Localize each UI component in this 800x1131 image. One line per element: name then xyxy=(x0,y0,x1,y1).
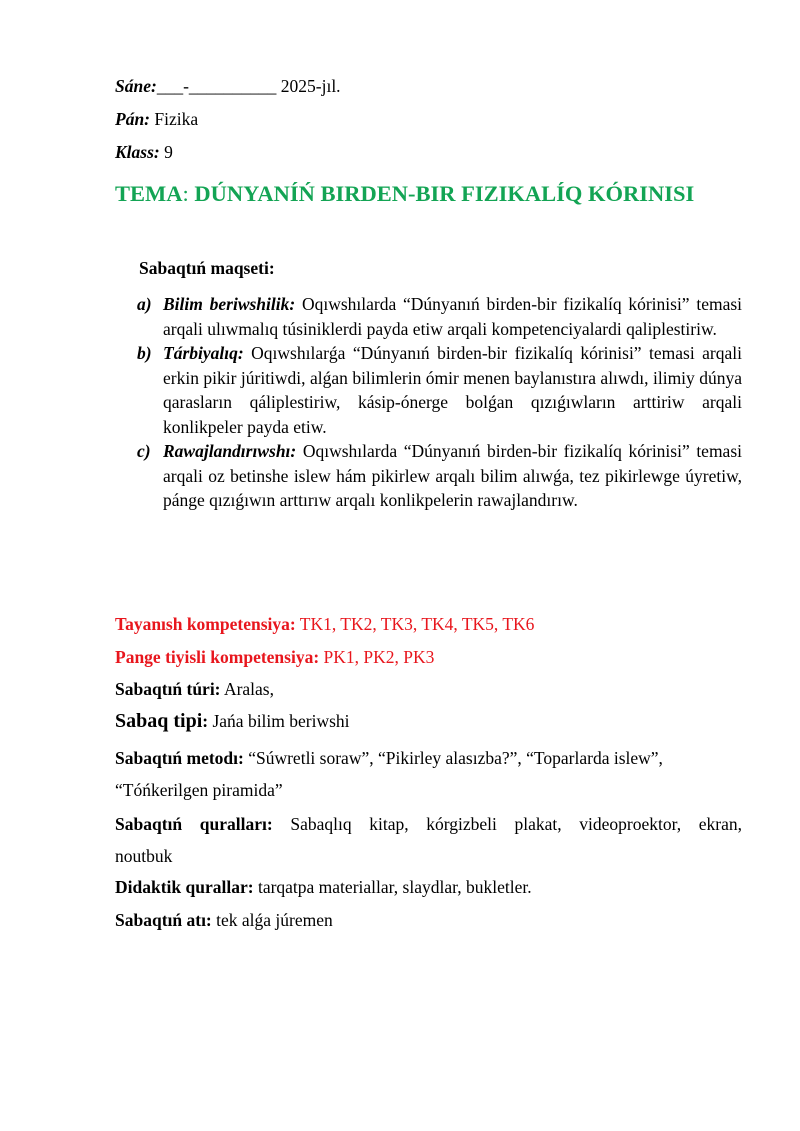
subject-label: Pán: xyxy=(115,109,150,129)
competence-line xyxy=(115,614,534,635)
tools-label: Sabaqtıń quralları: xyxy=(115,814,273,834)
lesson-kind-line xyxy=(115,710,350,733)
goal-text: Oqıwshılarda “Dúnyanıń birden-bir fizikalíq kórinisi” temasi arqali oz betinshe islew hám pikirlew arqalı bilim alıwǵa, tez pikirlewge úyretiw, pánge qızıǵıwın arttırıw arqalı konlikpelerin rawajlandırıw. xyxy=(163,441,742,510)
lesson-name-label: Sabaqtıń atı: xyxy=(115,910,212,930)
goal-item-educational xyxy=(137,292,742,341)
tools-value-2: noutbuk xyxy=(115,846,173,866)
goal-label: Rawajlandırıwshı: xyxy=(163,441,297,461)
didactic-label: Didaktik qurallar: xyxy=(115,877,254,897)
method-value-2: “Tóńkerilgen piramida” xyxy=(115,780,283,800)
goal-marker: b) xyxy=(137,343,152,363)
subject-line xyxy=(115,109,198,130)
goal-label: Bilim beriwshilik: xyxy=(163,294,296,314)
lesson-kind-label: Sabaq tipi xyxy=(115,710,203,732)
didactic-value: tarqatpa materiallar, slaydlar, bukletler. xyxy=(257,877,532,897)
method-line-2 xyxy=(115,780,283,801)
lesson-name-line xyxy=(115,910,333,931)
subject-competence-label: Pange tiyisli kompetensiya: xyxy=(115,647,320,667)
title-colon: : xyxy=(182,181,195,206)
date-line xyxy=(115,76,341,97)
lesson-type-label: Sabaqtıń túri: xyxy=(115,679,221,699)
lesson-kind-value: Jańa bilim beriwshi xyxy=(212,711,350,731)
tools-value: Sabaqlıq kitap, kórgizbeli plakat, videoproektor, ekran, xyxy=(290,814,743,834)
competence-value: TK1, TK2, TK3, TK4, TK5, TK6 xyxy=(299,614,535,634)
goal-text: Oqıwshılarǵa “Dúnyanıń birden-bir fizikalíq kórinisi” temasi arqali erkin pikir júritiwdi, alǵan bilimlerin ómir menen baylanıstıra alıwdı, ilimiy dúnya qarasların qáliplestiriw, kásip-ónerge bolǵan qızıǵıwların arttiriw arqali konlikpeler payda etiw. xyxy=(163,343,743,437)
goal-marker: a) xyxy=(137,294,152,314)
goal-text: Oqıwshılarda “Dúnyanıń birden-bir fizikalíq kórinisi” temasi arqali ulıwmalıq túsiniklerdi payda etiw arqali kompetenciyalardi qaliplestiriw. xyxy=(163,294,743,339)
subject-value: Fizika xyxy=(154,109,199,129)
competence-label: Tayanısh kompetensiya: xyxy=(115,614,296,634)
goal-label: Tárbiyalıq: xyxy=(163,343,244,363)
goals-heading: Sabaqtıń maqseti: xyxy=(139,258,275,278)
title-text: DÚNYANÍŃ BIRDEN-BIR FIZIKALÍQ KÓRINISI xyxy=(194,181,695,206)
didactic-line xyxy=(115,877,532,898)
goal-item-upbringing xyxy=(137,341,742,439)
method-label: Sabaqtıń metodı: xyxy=(115,748,244,768)
date-label: Sáne: xyxy=(115,76,157,96)
lesson-type-line xyxy=(115,679,274,700)
method-value: “Súwretli soraw”, “Pikirley alasızba?”, “Toparlarda islew”, xyxy=(248,748,663,768)
title-prefix: TEMA xyxy=(115,181,183,206)
subject-competence-value: PK1, PK2, PK3 xyxy=(323,647,435,667)
tools-line xyxy=(115,814,742,835)
method-line xyxy=(115,748,663,769)
lesson-name-value: tek alǵa júremen xyxy=(216,910,333,930)
lesson-kind-colon: : xyxy=(202,711,209,731)
goals-list xyxy=(137,292,742,513)
class-value: 9 xyxy=(164,142,173,162)
lesson-type-value: Aralas, xyxy=(223,679,274,699)
subject-competence-line xyxy=(115,647,434,668)
lesson-title xyxy=(115,181,694,207)
tools-line-2 xyxy=(115,846,172,867)
class-label: Klass: xyxy=(115,142,160,162)
date-value: ___-__________ 2025-jıl. xyxy=(156,76,341,96)
class-line xyxy=(115,142,173,163)
goal-item-developmental xyxy=(137,439,742,513)
goal-marker: c) xyxy=(137,441,151,461)
